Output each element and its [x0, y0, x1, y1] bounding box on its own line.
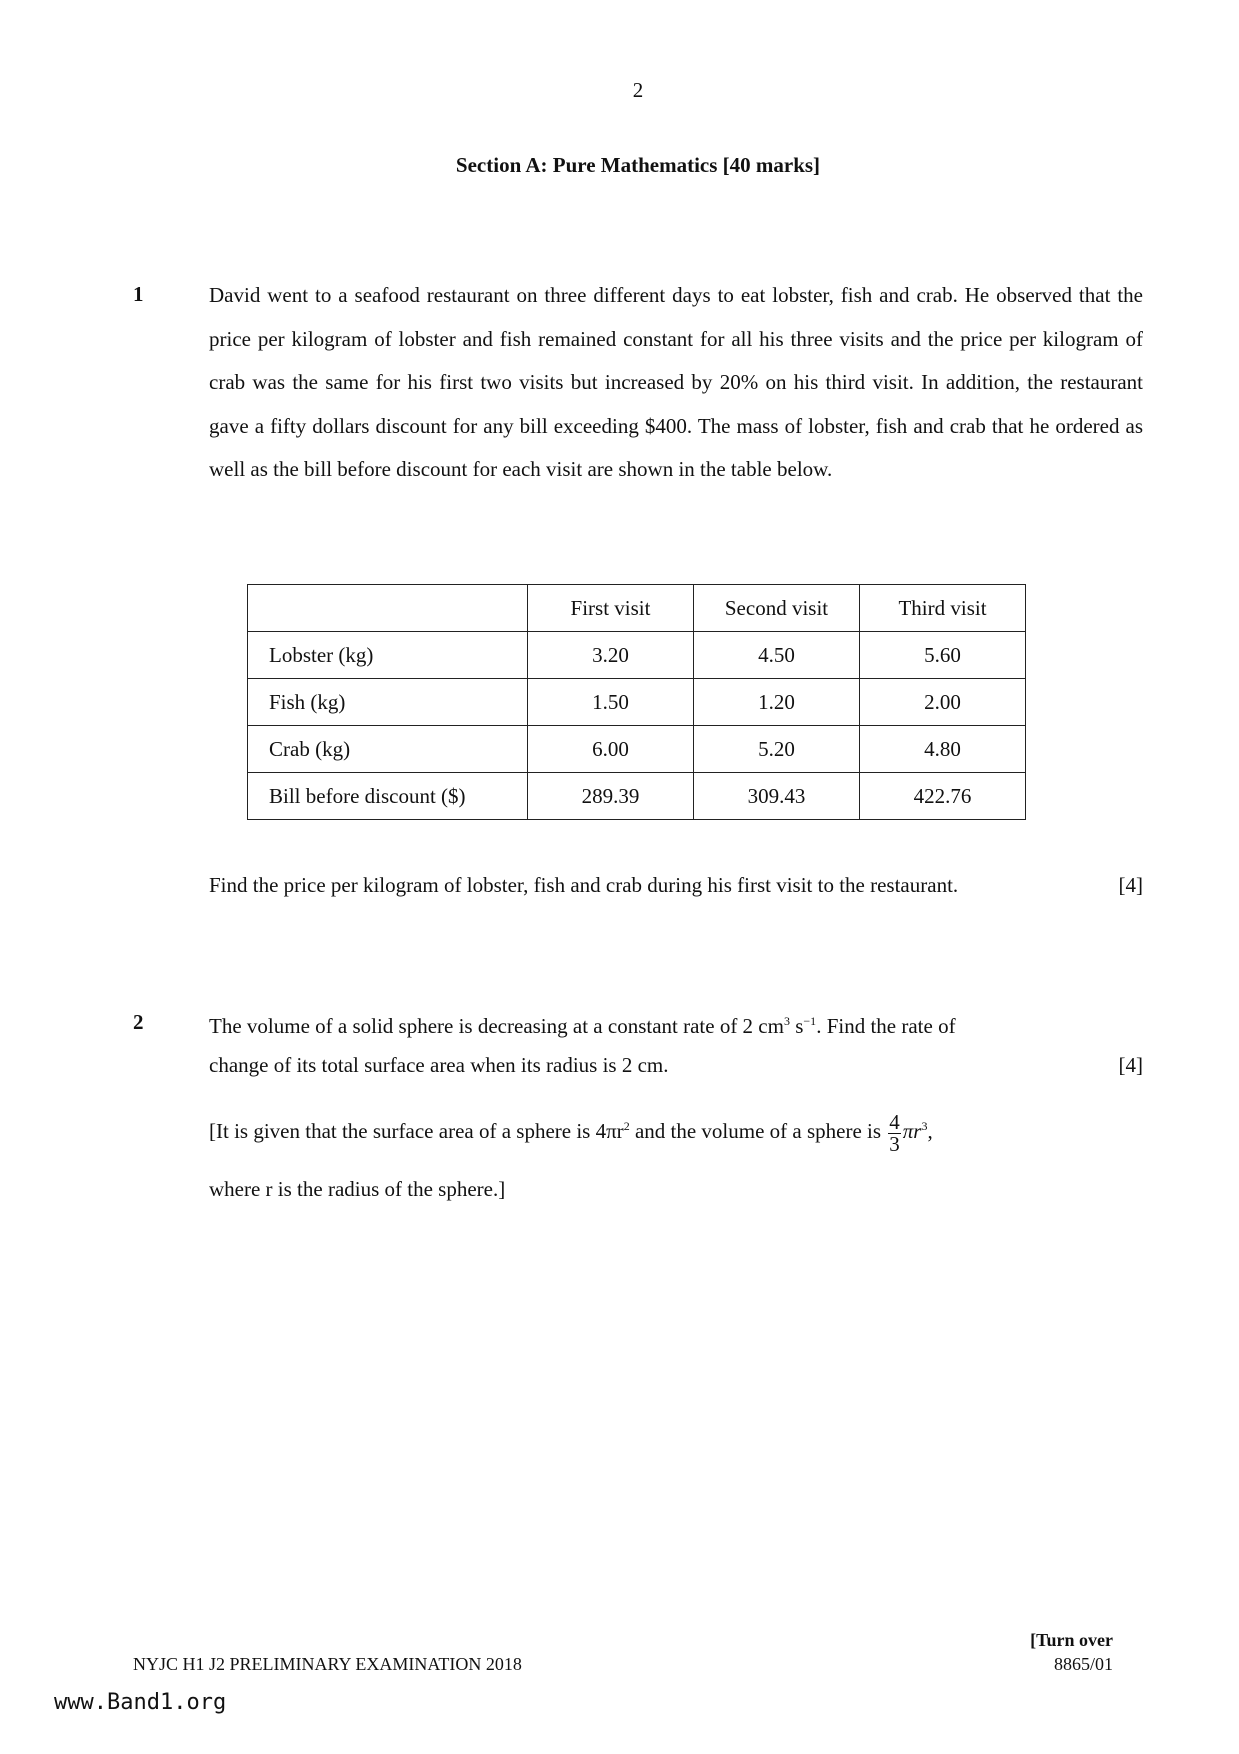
given-sup: 2 — [623, 1119, 630, 1133]
paper-code: 8865/01 — [1053, 1654, 1113, 1674]
row-label: Bill before discount ($) — [248, 773, 528, 820]
numerator: 4 — [889, 1109, 900, 1134]
question-2-line-2 — [209, 1044, 1143, 1088]
given-text: and the volume of a sphere is — [629, 1119, 887, 1143]
turn-over: [Turn over — [1030, 1630, 1113, 1650]
q2-text-a: The volume of a solid sphere is decreasing at a constant rate of 2 cm — [209, 1014, 784, 1038]
given-text: [It is given that the surface area of a sphere is 4πr — [209, 1119, 624, 1143]
given-text: πr — [902, 1119, 922, 1143]
row-label — [248, 585, 528, 632]
footer-exam-name: NYJC H1 J2 PRELIMINARY EXAMINATION 2018 — [133, 1654, 522, 1674]
row-label: Lobster (kg) — [248, 632, 528, 679]
watermark: www.Band1.org — [54, 1690, 227, 1715]
question-2-given — [209, 1098, 1143, 1159]
table-cell: 289.39 — [528, 773, 694, 820]
question-number-1: 1 — [133, 282, 144, 306]
table-row — [248, 679, 1026, 726]
q2-text-b: s — [789, 1014, 804, 1038]
question-1-marks: [4] — [1118, 873, 1143, 897]
table-cell: Third visit — [860, 585, 1026, 632]
given-sup: 3 — [921, 1119, 928, 1133]
question-1-ask: Find the price per kilogram of lobster, fish and crab during his first visit to the restaurant. — [209, 873, 959, 897]
question-1-prompt — [209, 864, 1143, 908]
table-row — [248, 585, 1026, 632]
table-row — [248, 632, 1026, 679]
row-label: Fish (kg) — [248, 679, 528, 726]
table-cell: 4.50 — [694, 632, 860, 679]
q2-sup: −1 — [803, 1014, 817, 1028]
table-cell: 3.20 — [528, 632, 694, 679]
q2-sup: 3 — [783, 1014, 790, 1028]
q2-text-c: . Find the rate of — [816, 1014, 956, 1038]
q2-text-line2: change of its total surface area when its radius is 2 cm. — [209, 1053, 669, 1077]
fraction — [888, 1109, 901, 1156]
question-1-text: David went to a seafood restaurant on three different days to eat lobster, fish and crab. He observed that the price per kilogram of lobster and fish remained constant for all his three visits and the price per kilogram of crab was the same for his first two visits but increased by 20% on his third visit. In addition, the restaurant gave a fifty dollars discount for any bill exceeding $400. The mass of lobster, fish and crab that he ordered as well as the bill before discount for each visit are shown in the table below. — [209, 283, 1143, 482]
table-cell: 309.43 — [694, 773, 860, 820]
table-cell: 5.60 — [860, 632, 1026, 679]
table-cell: 422.76 — [860, 773, 1026, 820]
table-cell: First visit — [528, 585, 694, 632]
section-title: Section A: Pure Mathematics [40 marks] — [455, 153, 821, 177]
page-number: 2 — [632, 78, 644, 102]
data-table — [247, 584, 1026, 820]
table-cell: Second visit — [694, 585, 860, 632]
table-row — [248, 726, 1026, 773]
table-cell: 2.00 — [860, 679, 1026, 726]
question-2-marks: [4] — [1118, 1053, 1143, 1077]
denominator: 3 — [889, 1131, 900, 1156]
given-text: , — [927, 1119, 933, 1143]
table-cell: 1.50 — [528, 679, 694, 726]
table-cell: 5.20 — [694, 726, 860, 773]
table-cell: 6.00 — [528, 726, 694, 773]
table-cell: 4.80 — [860, 726, 1026, 773]
question-2-line-1 — [209, 1000, 1143, 1049]
table-row — [248, 773, 1026, 820]
row-label: Crab (kg) — [248, 726, 528, 773]
question-2-last: where r is the radius of the sphere.] — [209, 1177, 506, 1201]
question-number-2: 2 — [133, 1010, 144, 1034]
table-cell: 1.20 — [694, 679, 860, 726]
